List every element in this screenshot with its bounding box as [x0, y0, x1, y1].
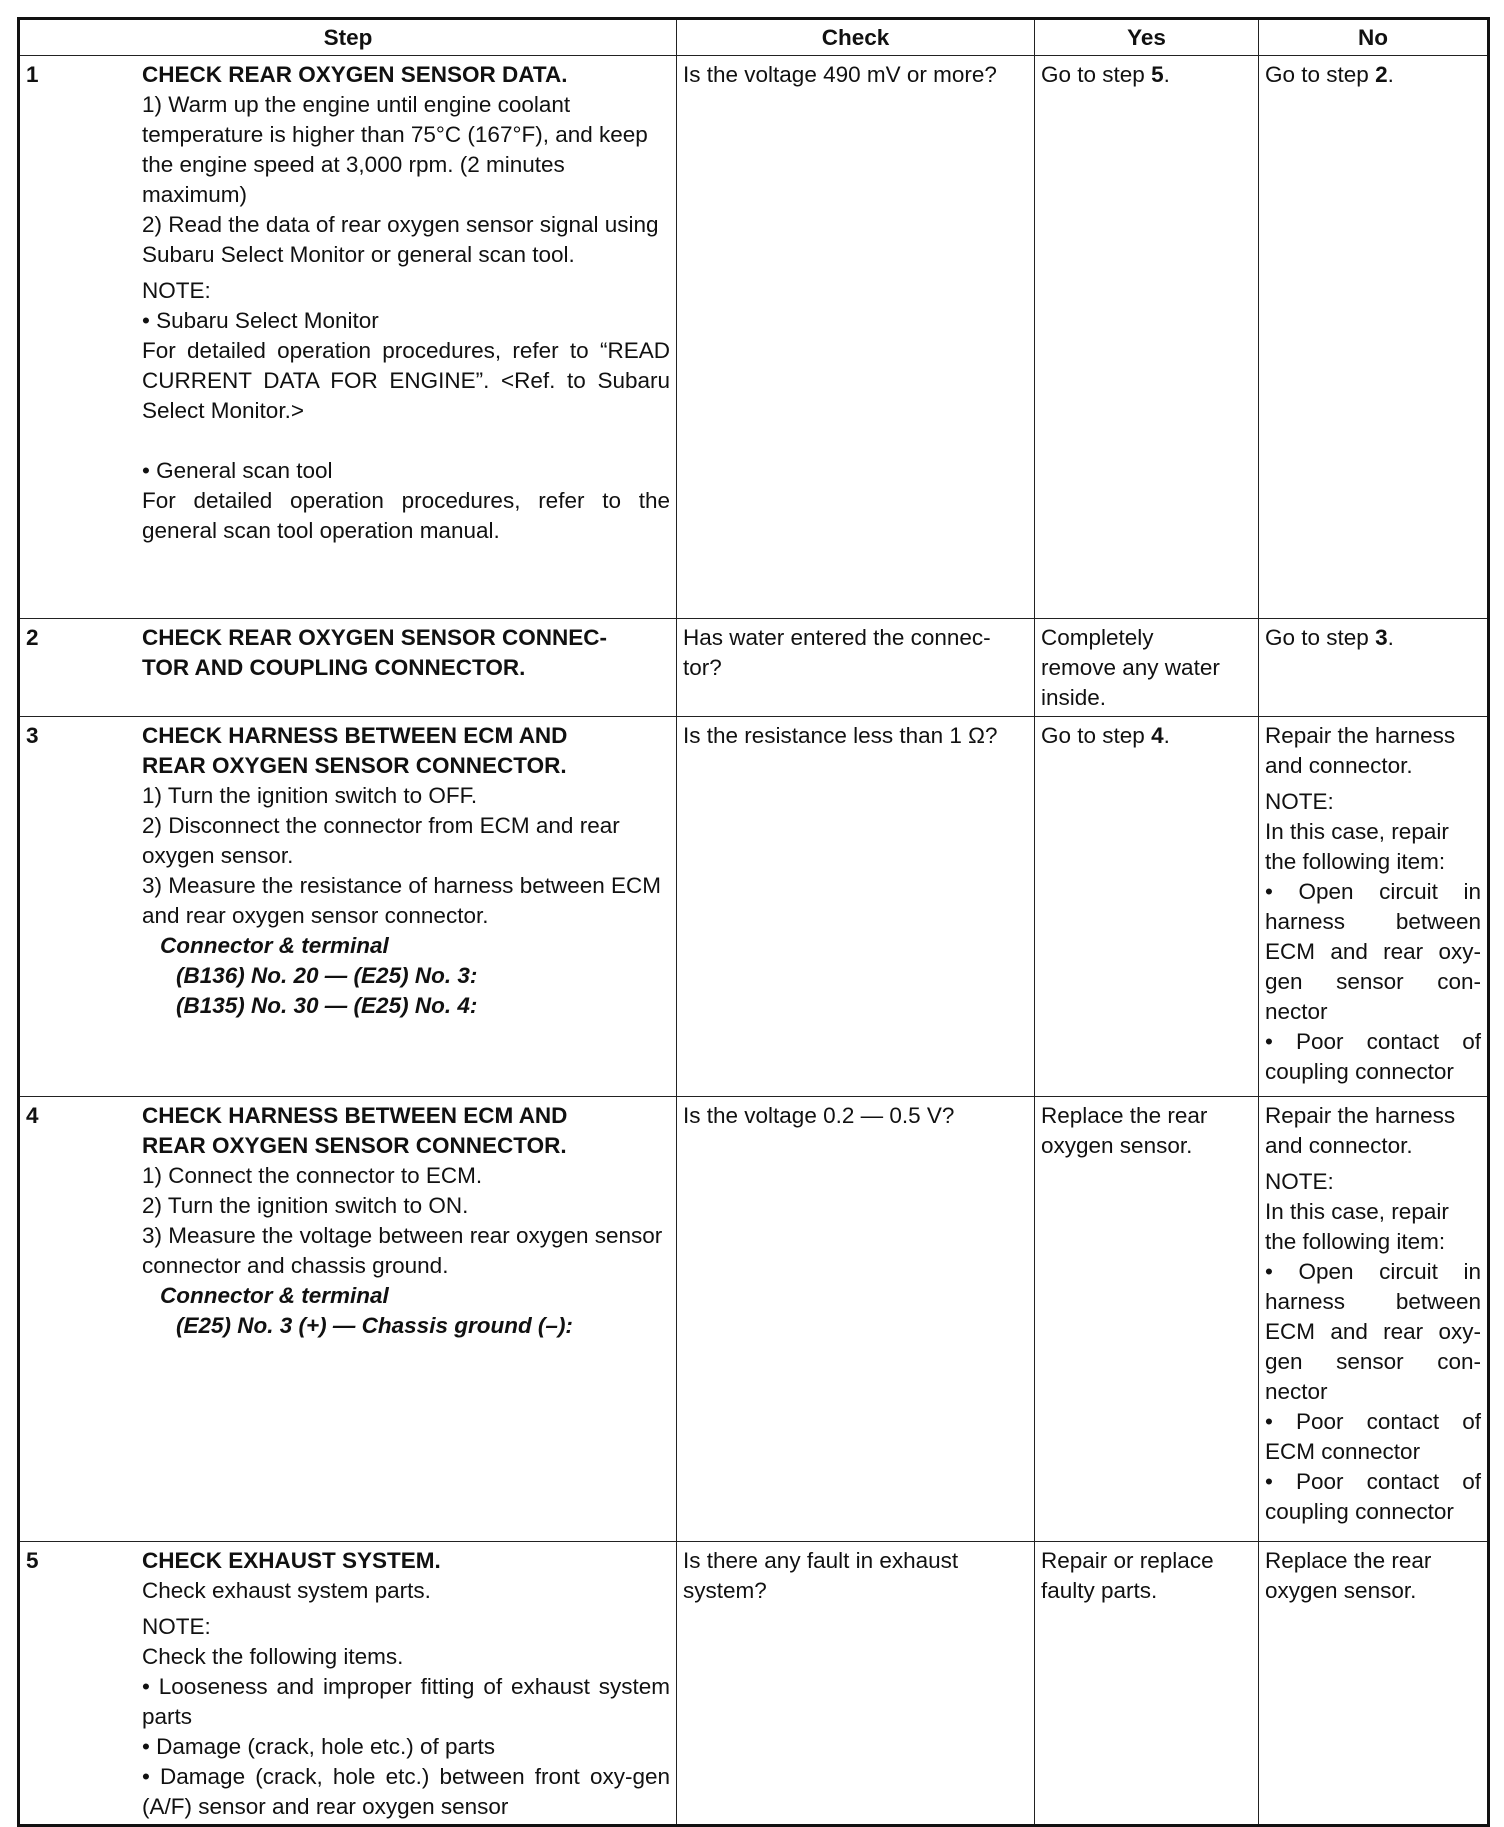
step-number: 2 [26, 625, 39, 650]
step-cell [19, 717, 677, 1097]
check-cell: Is the voltage 0.2 — 0.5 V? [677, 1097, 1035, 1542]
header-step: Step [19, 19, 677, 56]
step-number: 1 [26, 62, 39, 87]
table-row [19, 717, 1489, 1097]
yes-cell [1035, 1097, 1259, 1542]
no-cell [1259, 619, 1489, 717]
step-title-cont: REAR OXYGEN SENSOR CONNECTOR. [142, 1133, 567, 1158]
step-number: 5 [26, 1548, 39, 1573]
step-instruction: 2) Disconnect the connector from ECM and rear oxygen sensor. [142, 813, 620, 868]
table-row [19, 1097, 1489, 1542]
check-text: system? [683, 1578, 767, 1603]
no-cell [1259, 56, 1489, 619]
step-cell [19, 56, 677, 619]
note-text: Check the following items. [142, 1644, 404, 1669]
step-instruction: 2) Turn the ignition switch to ON. [142, 1193, 469, 1218]
note-label: NOTE: [1265, 1169, 1334, 1194]
header-check: Check [677, 19, 1035, 56]
note-bullet: • Poor contact of coupling connector [1265, 1029, 1481, 1084]
no-text: Go to step [1265, 625, 1376, 650]
header-no: No [1259, 19, 1489, 56]
note-text: In this case, repair the following item: [1265, 819, 1449, 874]
check-cell [677, 619, 1035, 717]
yes-text: oxygen sensor. [1041, 1133, 1193, 1158]
note-label: NOTE: [142, 1614, 211, 1639]
step-instruction: 3) Measure the resistance of harness between ECM and rear oxygen sensor connector. [142, 873, 662, 928]
yes-step-ref: 5 [1151, 62, 1164, 87]
step-cell [19, 619, 677, 717]
yes-text: remove any water [1041, 655, 1220, 680]
step-title-cont: TOR AND COUPLING CONNECTOR. [142, 655, 526, 680]
note-text: In this case, repair the following item: [1265, 1199, 1449, 1254]
note-bullet: • Looseness and improper fitting of exhaust system parts [142, 1674, 670, 1729]
yes-text: Repair or replace [1041, 1548, 1214, 1573]
header-yes: Yes [1035, 19, 1259, 56]
note-bullet: • Subaru Select Monitor [142, 308, 379, 333]
no-text: Go to step [1265, 62, 1376, 87]
note-text: For detailed operation procedures, refer to “READ CURRENT DATA FOR ENGINE”. <Ref. to Subaru Select Monitor.> [142, 338, 670, 423]
yes-text: faulty parts. [1041, 1578, 1158, 1603]
no-cell [1259, 1097, 1489, 1542]
no-text: oxygen sensor. [1265, 1578, 1417, 1603]
note-bullet: • Damage (crack, hole etc.) between front oxy-gen (A/F) sensor and rear oxygen sensor [142, 1764, 670, 1819]
step-number: 3 [26, 723, 39, 748]
no-text: Repair the harness and connector. [1265, 1103, 1456, 1158]
step-instruction: Check exhaust system parts. [142, 1578, 431, 1603]
no-text: Replace the rear [1265, 1548, 1432, 1573]
note-label: NOTE: [1265, 789, 1334, 814]
step-title: CHECK EXHAUST SYSTEM. [142, 1548, 441, 1573]
yes-text: Go to step [1041, 723, 1152, 748]
step-instruction: 3) Measure the voltage between rear oxygen sensor connector and chassis ground. [142, 1223, 663, 1278]
step-title: CHECK REAR OXYGEN SENSOR DATA. [142, 62, 568, 87]
note-bullet: • Open circuit in harness between ECM and rear oxy-gen sensor con-nector [1265, 1259, 1481, 1404]
note-text: For detailed operation procedures, refer to the general scan tool operation manual. [142, 488, 670, 543]
check-cell: Is the resistance less than 1 Ω? [677, 717, 1035, 1097]
yes-suffix: . [1163, 62, 1170, 87]
note-label: NOTE: [142, 278, 211, 303]
check-text: Is there any fault in exhaust [683, 1548, 959, 1573]
connector-terminal-item: (E25) No. 3 (+) — Chassis ground (–): [176, 1313, 573, 1338]
no-suffix: . [1387, 625, 1394, 650]
check-text: tor? [683, 655, 722, 680]
step-title: CHECK HARNESS BETWEEN ECM AND [142, 723, 568, 748]
table-row [19, 56, 1489, 619]
yes-cell [1035, 619, 1259, 717]
check-cell: Is the voltage 490 mV or more? [677, 56, 1035, 619]
no-suffix: . [1387, 62, 1394, 87]
yes-text: Replace the rear [1041, 1103, 1208, 1128]
step-instruction: 1) Warm up the engine until engine coolant temperature is higher than 75°C (167°F), and keep the engine speed at 3,000 rpm. (2 minutes maximum) [142, 92, 648, 207]
yes-text: Completely [1041, 625, 1154, 650]
note-bullet: • General scan tool [142, 458, 333, 483]
yes-text: inside. [1041, 685, 1107, 710]
diagnostic-table [17, 17, 1490, 1827]
check-text: Has water entered the connec- [683, 625, 991, 650]
no-cell [1259, 717, 1489, 1097]
header-row [19, 19, 1489, 56]
yes-cell [1035, 717, 1259, 1097]
no-step-ref: 3 [1375, 625, 1388, 650]
connector-terminal-item: (B135) No. 30 — (E25) No. 4: [176, 993, 478, 1018]
step-cell [19, 1097, 677, 1542]
no-text: Repair the harness and connector. [1265, 723, 1456, 778]
no-cell [1259, 1542, 1489, 1826]
note-bullet: • Open circuit in harness between ECM and rear oxy-gen sensor con-nector [1265, 879, 1481, 1024]
table-row [19, 1542, 1489, 1826]
yes-cell [1035, 1542, 1259, 1826]
note-bullet: • Poor contact of coupling connector [1265, 1469, 1481, 1524]
step-title-cont: REAR OXYGEN SENSOR CONNECTOR. [142, 753, 567, 778]
step-number: 4 [26, 1103, 39, 1128]
note-bullet: • Damage (crack, hole etc.) of parts [142, 1734, 496, 1759]
step-instruction: 1) Connect the connector to ECM. [142, 1163, 483, 1188]
no-step-ref: 2 [1375, 62, 1388, 87]
yes-step-ref: 4 [1151, 723, 1164, 748]
connector-terminal-label: Connector & terminal [160, 933, 389, 958]
connector-terminal-item: (B136) No. 20 — (E25) No. 3: [176, 963, 478, 988]
check-cell [677, 1542, 1035, 1826]
yes-cell [1035, 56, 1259, 619]
step-title: CHECK REAR OXYGEN SENSOR CONNEC- [142, 625, 608, 650]
step-cell [19, 1542, 677, 1826]
step-instruction: 1) Turn the ignition switch to OFF. [142, 783, 478, 808]
yes-text: Go to step [1041, 62, 1152, 87]
step-instruction: 2) Read the data of rear oxygen sensor signal using Subaru Select Monitor or general scan tool. [142, 212, 659, 267]
table-row [19, 619, 1489, 717]
yes-suffix: . [1163, 723, 1170, 748]
connector-terminal-label: Connector & terminal [160, 1283, 389, 1308]
note-bullet: • Poor contact of ECM connector [1265, 1409, 1481, 1464]
step-title: CHECK HARNESS BETWEEN ECM AND [142, 1103, 568, 1128]
